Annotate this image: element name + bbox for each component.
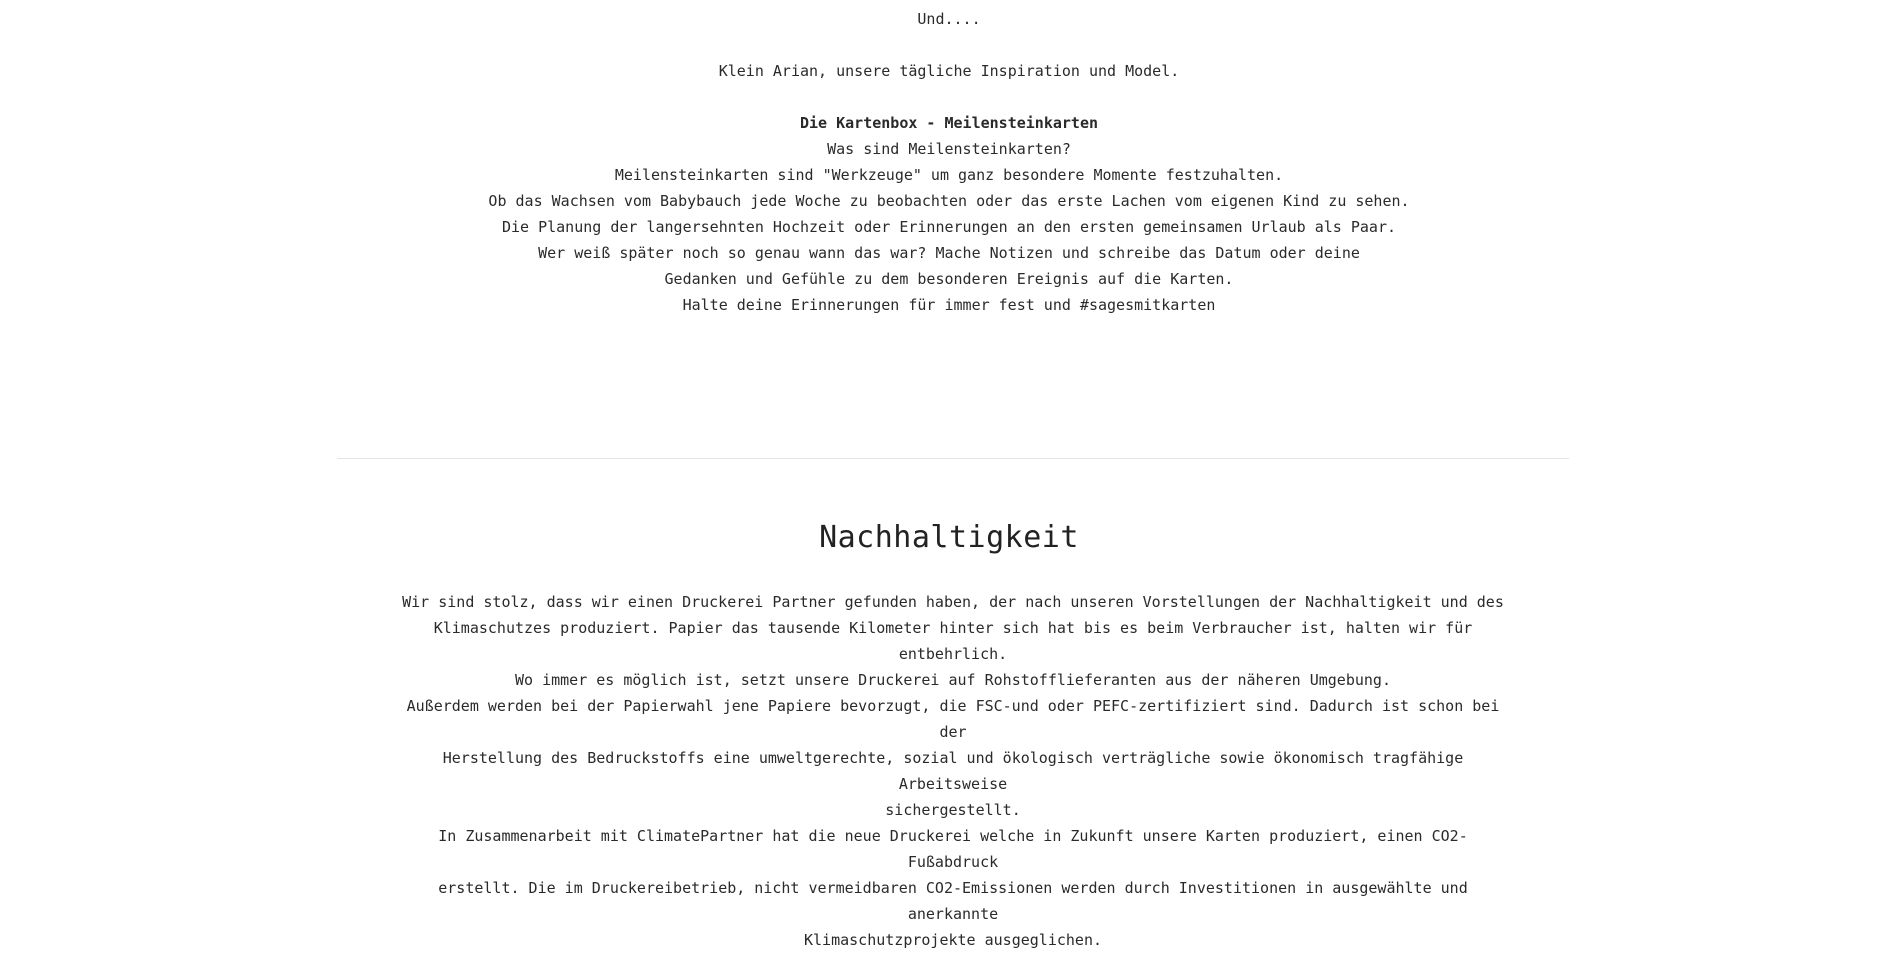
about-text-line: Gedanken und Gefühle zu dem besonderen Ereignis auf die Karten. — [664, 270, 1234, 288]
sustainability-paragraph — [395, 589, 1511, 953]
about-text-line: Wer weiß später noch so genau wann das war? Mache Notizen und schreibe das Datum oder deine — [538, 244, 1360, 262]
spacer — [0, 84, 1898, 110]
sustainability-line: Klimaschutzes produziert. Papier das tausende Kilometer hinter sich hat bis es beim Verbraucher ist, halten wir für entbehrlich. — [433, 619, 1473, 663]
sustainability-line: Herstellung des Bedruckstoffs eine umweltgerechte, sozial und ökologisch verträgliche sowie ökonomisch tragfähige Arbeitsweise — [442, 749, 1464, 793]
about-text-line: Was sind Meilensteinkarten? — [827, 140, 1071, 158]
arian-line: Klein Arian, unsere tägliche Inspiration und Model. — [718, 62, 1180, 80]
sustainability-line: Klimaschutzprojekte ausgeglichen. — [803, 931, 1102, 949]
about-section — [0, 6, 1898, 318]
sustainability-line: sichergestellt. — [885, 801, 1021, 819]
sustainability-line: erstellt. Die im Druckereibetrieb, nicht vermeidbaren CO2-Emissionen werden durch Investitionen in ausgewählte und anerkannte — [438, 879, 1468, 923]
about-text-line: Meilensteinkarten sind "Werkzeuge" um ganz besondere Momente festzuhalten. — [614, 166, 1284, 184]
kartenbox-heading: Die Kartenbox - Meilensteinkarten — [799, 114, 1098, 132]
sustainability-line: Wo immer es möglich ist, setzt unsere Druckerei auf Rohstofflieferanten aus der näheren Umgebung. — [515, 671, 1391, 689]
sustainability-line: Außerdem werden bei der Papierwahl jene Papiere bevorzugt, die FSC-und oder PEFC-zertifiziert sind. Dadurch ist schon bei der — [406, 697, 1500, 741]
sustainability-title: Nachhaltigkeit — [819, 520, 1079, 555]
about-text-line: Ob das Wachsen vom Babybauch jede Woche zu beobachten oder das erste Lachen vom eigenen Kind zu sehen. — [488, 192, 1410, 210]
about-text-line: Halte deine Erinnerungen für immer fest und #sagesmitkarten — [682, 296, 1216, 314]
about-text-line: Die Planung der langersehnten Hochzeit oder Erinnerungen an den ersten gemeinsamen Urlaub als Paar. — [501, 218, 1397, 236]
sustainability-line: In Zusammenarbeit mit ClimatePartner hat die neue Druckerei welche in Zukunft unsere Karten produziert, einen CO2-Fußabdruck — [438, 827, 1468, 871]
spacer — [0, 32, 1898, 58]
sustainability-line: Wir sind stolz, dass wir einen Druckerei Partner gefunden haben, der nach unseren Vorstellungen der Nachhaltigkeit und des — [402, 593, 1504, 611]
intro-line: Und.... — [917, 10, 981, 28]
section-divider — [337, 458, 1569, 459]
